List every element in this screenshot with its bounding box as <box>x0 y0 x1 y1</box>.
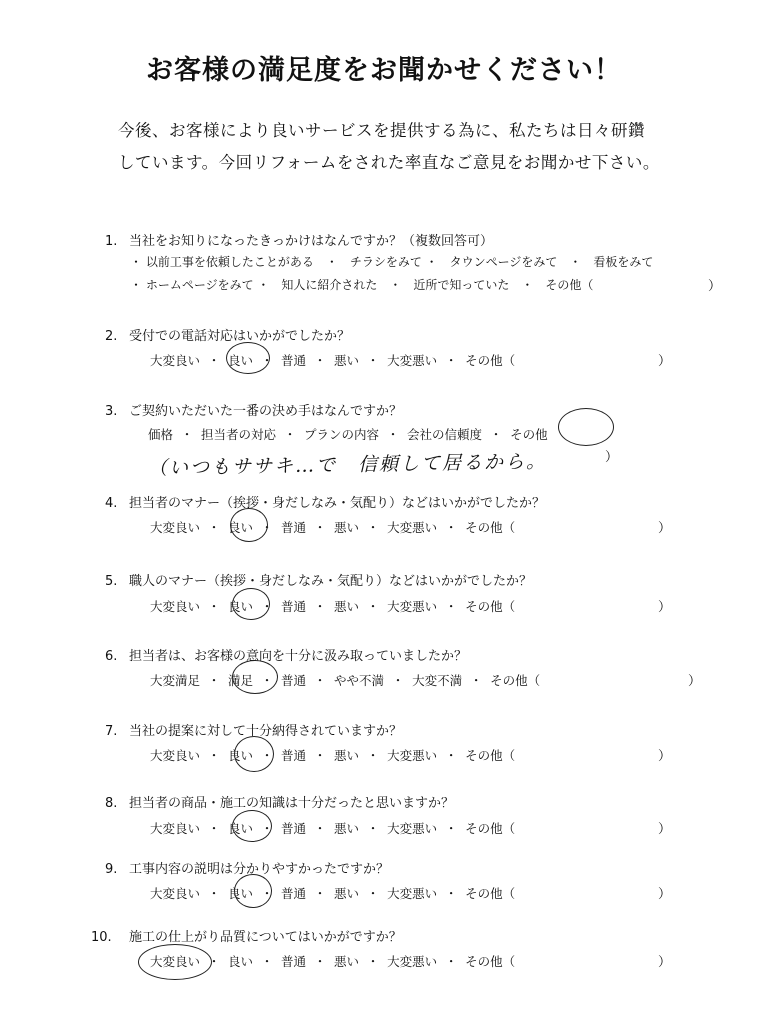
option-other[interactable]: その他（ <box>490 673 541 688</box>
option-other[interactable]: その他（ <box>465 353 516 368</box>
option-staff-response[interactable]: 担当者の対応 <box>201 427 277 442</box>
option-very-satisfied[interactable]: 大変満足 <box>150 673 201 688</box>
option-good[interactable]: 良い <box>228 954 254 969</box>
question-10-options: 大変良い ・ 良い ・ 普通 ・ 悪い ・ 大変悪い ・ その他（ <box>150 954 516 969</box>
question-6-close-paren: ） <box>688 674 702 689</box>
option-other[interactable]: その他（ <box>465 821 516 836</box>
question-9-text: 9. 工事内容の説明は分かりやすかったですか？ <box>105 862 390 877</box>
option-bad[interactable]: 悪い <box>334 520 360 535</box>
question-6-options: 大変満足 ・ 満足 ・ 普通 ・ やや不満 ・ 大変不満 ・ その他（ <box>150 673 541 688</box>
answer-circle <box>558 408 614 446</box>
question-7-text: 7. 当社の提案に対して十分納得されていますか？ <box>105 724 403 739</box>
intro-line-1: 今後、お客様により良いサービスを提供する為に、私たちは日々研鑽 <box>118 121 645 140</box>
option-other[interactable]: その他（ <box>465 520 516 535</box>
option-very-bad[interactable]: 大変悪い <box>387 748 438 763</box>
option-good[interactable]: 良い <box>228 886 254 901</box>
option-good[interactable]: 良い <box>228 599 254 614</box>
option-good[interactable]: 良い <box>228 353 254 368</box>
option-very-dissatisfied[interactable]: 大変不満 <box>412 673 463 688</box>
option-very-good[interactable]: 大変良い <box>150 353 201 368</box>
option-normal[interactable]: 普通 <box>281 886 307 901</box>
question-3-close-paren: ） <box>605 450 619 465</box>
question-9-options: 大変良い ・ 良い ・ 普通 ・ 悪い ・ 大変悪い ・ その他（ <box>150 886 516 901</box>
question-4-close-paren: ） <box>658 521 672 536</box>
question-9-close-paren: ） <box>658 887 672 902</box>
option-normal[interactable]: 普通 <box>281 673 307 688</box>
option-normal[interactable]: 普通 <box>281 599 307 614</box>
option-bad[interactable]: 悪い <box>334 599 360 614</box>
option-bad[interactable]: 悪い <box>334 821 360 836</box>
question-5-options: 大変良い ・ 良い ・ 普通 ・ 悪い ・ 大変悪い ・ その他（ <box>150 599 516 614</box>
question-7-close-paren: ） <box>658 749 672 764</box>
option-slightly-dissatisfied[interactable]: やや不満 <box>334 673 385 688</box>
question-1-options-row-1[interactable]: ・ 以前工事を依頼したことがある ・ チラシをみて ・ タウンページをみて ・ 看板をみて <box>130 255 654 269</box>
question-1-close-paren: ） <box>708 279 722 294</box>
option-bad[interactable]: 悪い <box>334 353 360 368</box>
option-normal[interactable]: 普通 <box>281 821 307 836</box>
question-3-text: 3. ご契約いただいた一番の決め手はなんですか？ <box>105 404 403 419</box>
option-very-good[interactable]: 大変良い <box>150 748 201 763</box>
option-bad[interactable]: 悪い <box>334 748 360 763</box>
question-8-text: 8. 担当者の商品・施工の知識は十分だったと思いますか？ <box>105 796 455 811</box>
option-plan-content[interactable]: プランの内容 <box>304 427 380 442</box>
question-4-text: 4. 担当者のマナー（挨拶・身だしなみ・気配り）などはいかがでしたか？ <box>105 496 546 511</box>
option-very-good[interactable]: 大変良い <box>150 886 201 901</box>
option-good[interactable]: 良い <box>228 520 254 535</box>
option-normal[interactable]: 普通 <box>281 748 307 763</box>
option-very-bad[interactable]: 大変悪い <box>387 886 438 901</box>
option-satisfied[interactable]: 満足 <box>228 673 254 688</box>
question-5-text: 5. 職人のマナー（挨拶・身だしなみ・気配り）などはいかがでしたか？ <box>105 574 533 589</box>
option-very-bad[interactable]: 大変悪い <box>387 821 438 836</box>
question-2-text: 2. 受付での電話対応はいかがでしたか？ <box>105 329 351 344</box>
option-very-bad[interactable]: 大変悪い <box>387 520 438 535</box>
question-8-close-paren: ） <box>658 822 672 837</box>
option-very-good[interactable]: 大変良い <box>150 599 201 614</box>
handwritten-comment: （いつもササキ…で 信頼して居るから。 <box>147 450 548 480</box>
question-1-text: 1. 当社をお知りになったきっかけはなんですか？（複数回答可） <box>105 234 494 249</box>
option-other[interactable]: その他（ <box>465 886 516 901</box>
option-very-bad[interactable]: 大変悪い <box>387 353 438 368</box>
option-very-good[interactable]: 大変良い <box>150 954 201 969</box>
question-5-close-paren: ） <box>658 600 672 615</box>
question-6-text: 6. 担当者は、お客様の意向を十分に汲み取っていましたか？ <box>105 649 468 664</box>
option-company-trust[interactable]: 会社の信頼度 <box>407 427 483 442</box>
question-1-options-row-2[interactable]: ・ ホームページをみて ・ 知人に紹介された ・ 近所で知っていた ・ その他（ <box>130 278 594 292</box>
question-2-close-paren: ） <box>658 354 672 369</box>
option-other[interactable]: その他 <box>510 427 548 442</box>
question-4-options: 大変良い ・ 良い ・ 普通 ・ 悪い ・ 大変悪い ・ その他（ <box>150 520 516 535</box>
option-very-good[interactable]: 大変良い <box>150 520 201 535</box>
option-normal[interactable]: 普通 <box>281 520 307 535</box>
option-other[interactable]: その他（ <box>465 954 516 969</box>
option-other[interactable]: その他（ <box>465 748 516 763</box>
page-title: お客様の満足度をお聞かせください！ <box>146 55 622 86</box>
option-good[interactable]: 良い <box>228 748 254 763</box>
option-normal[interactable]: 普通 <box>281 353 307 368</box>
question-10-close-paren: ） <box>658 955 672 970</box>
option-very-bad[interactable]: 大変悪い <box>387 599 438 614</box>
option-other[interactable]: その他（ <box>465 599 516 614</box>
intro-line-2: しています。今回リフォームをされた率直なご意見をお聞かせ下さい。 <box>118 153 660 172</box>
question-3-options: 価格 ・ 担当者の対応 ・ プランの内容 ・ 会社の信頼度 ・ その他 <box>148 427 548 442</box>
option-bad[interactable]: 悪い <box>334 954 360 969</box>
option-very-bad[interactable]: 大変悪い <box>387 954 438 969</box>
option-price[interactable]: 価格 <box>148 427 174 442</box>
question-2-options: 大変良い ・ 良い ・ 普通 ・ 悪い ・ 大変悪い ・ その他（ <box>150 353 516 368</box>
question-10-text: 10. 施工の仕上がり品質についてはいかがですか？ <box>91 930 402 945</box>
option-very-good[interactable]: 大変良い <box>150 821 201 836</box>
question-7-options: 大変良い ・ 良い ・ 普通 ・ 悪い ・ 大変悪い ・ その他（ <box>150 748 516 763</box>
option-bad[interactable]: 悪い <box>334 886 360 901</box>
question-8-options: 大変良い ・ 良い ・ 普通 ・ 悪い ・ 大変悪い ・ その他（ <box>150 821 516 836</box>
option-normal[interactable]: 普通 <box>281 954 307 969</box>
option-good[interactable]: 良い <box>228 821 254 836</box>
